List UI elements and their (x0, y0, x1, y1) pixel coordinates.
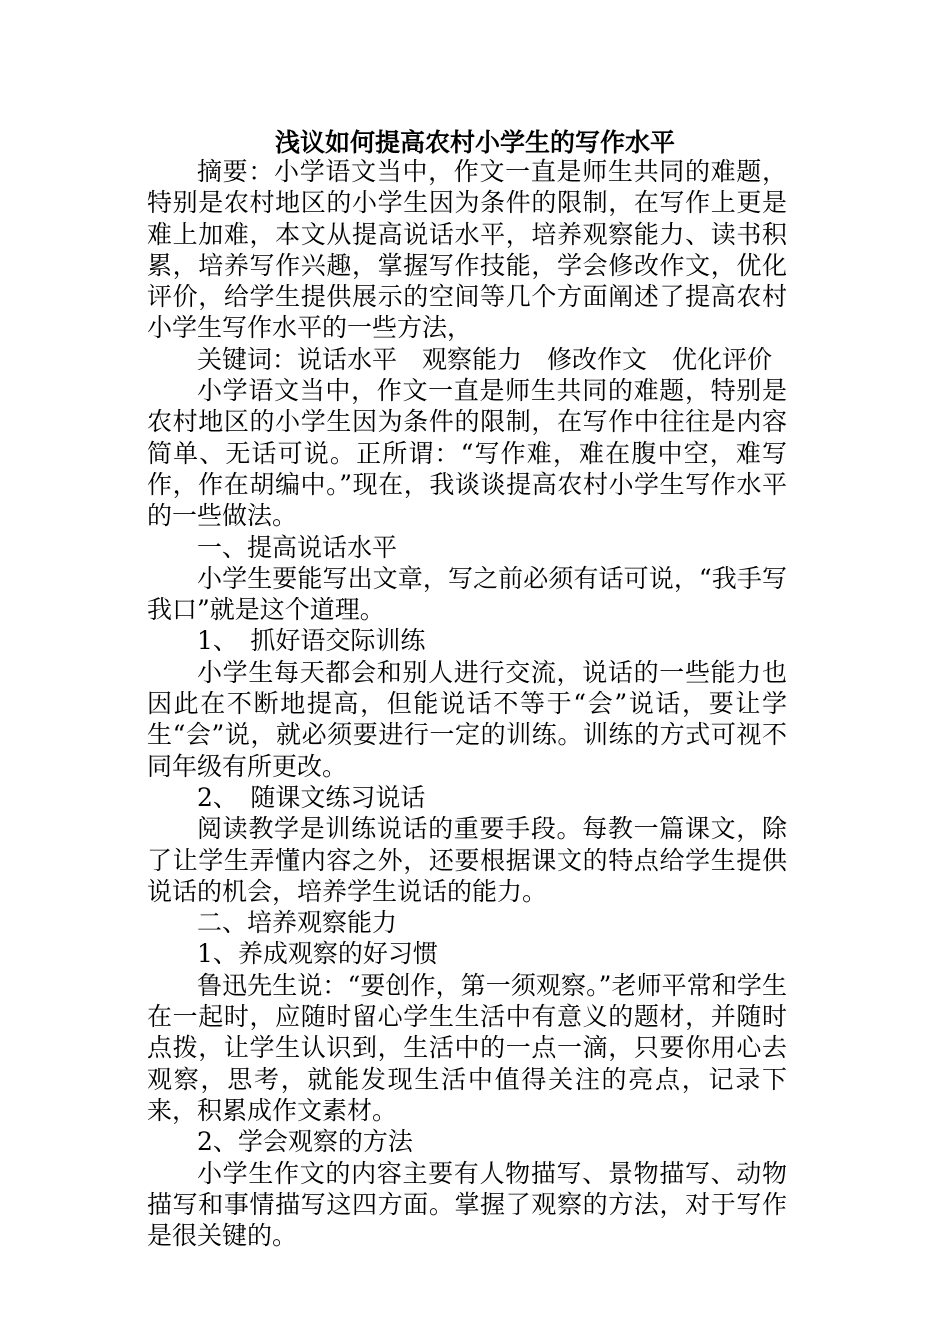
body-paragraph: 小学生要能写出文章，写之前必须有话可说，“我手写我口”就是这个道理。 (147, 563, 787, 625)
body-paragraph: 小学生每天都会和别人进行交流，说话的一些能力也因此在不断地提高，但能说话不等于“会”说话，要让学生“会”说，就必须要进行一定的训练。训练的方式可视不同年级有所更改。 (147, 657, 787, 781)
document-title: 浅议如何提高农村小学生的写作水平 (274, 128, 675, 157)
document-body (147, 156, 787, 1251)
keywords-paragraph: 关键词：说话水平 观察能力 修改作文 优化评价 (197, 344, 773, 374)
subsection-heading: 2、学会观察的方法 (197, 1127, 413, 1157)
section-heading: 一、提高说话水平 (197, 532, 398, 562)
intro-paragraph: 小学语文当中，作文一直是师生共同的难题，特别是农村地区的小学生因为条件的限制，在写作中往往是内容简单、无话可说。正所谓：“写作难，难在腹中空，难写作，作在胡编中。”现在，我谈谈提高农村小学生写作水平的一些做法。 (147, 376, 787, 531)
abstract-paragraph: 摘要：小学语文当中，作文一直是师生共同的难题，特别是农村地区的小学生因为条件的限制，在写作上更是难上加难，本文从提高说话水平，培养观察能力、读书积累，培养写作兴趣，掌握写作技能，学会修改作文，优化评价，给学生提供展示的空间等几个方面阐述了提高农村小学生写作水平的一些方法， (147, 157, 787, 343)
section-heading: 二、培养观察能力 (197, 908, 398, 938)
subsection-heading: 2、 随课文练习说话 (197, 782, 426, 812)
subsection-heading: 1、 抓好语交际训练 (197, 626, 426, 656)
body-paragraph: 阅读教学是训练说话的重要手段。每教一篇课文，除了让学生弄懂内容之外，还要根据课文的特点给学生提供说话的机会，培养学生说话的能力。 (147, 814, 787, 906)
subsection-heading: 1、养成观察的好习惯 (197, 939, 438, 969)
body-paragraph: 鲁迅先生说：“要创作，第一须观察。”老师平常和学生在一起时，应随时留心学生生活中有意义的题材，并随时点拨，让学生认识到，生活中的一点一滴，只要你用心去观察，思考，就能发现生活中值得关注的亮点，记录下来，积累成作文素材。 (147, 970, 787, 1125)
body-paragraph: 小学生作文的内容主要有人物描写、景物描写、动物描写和事情描写这四方面。掌握了观察的方法，对于写作是很关键的。 (147, 1158, 787, 1251)
